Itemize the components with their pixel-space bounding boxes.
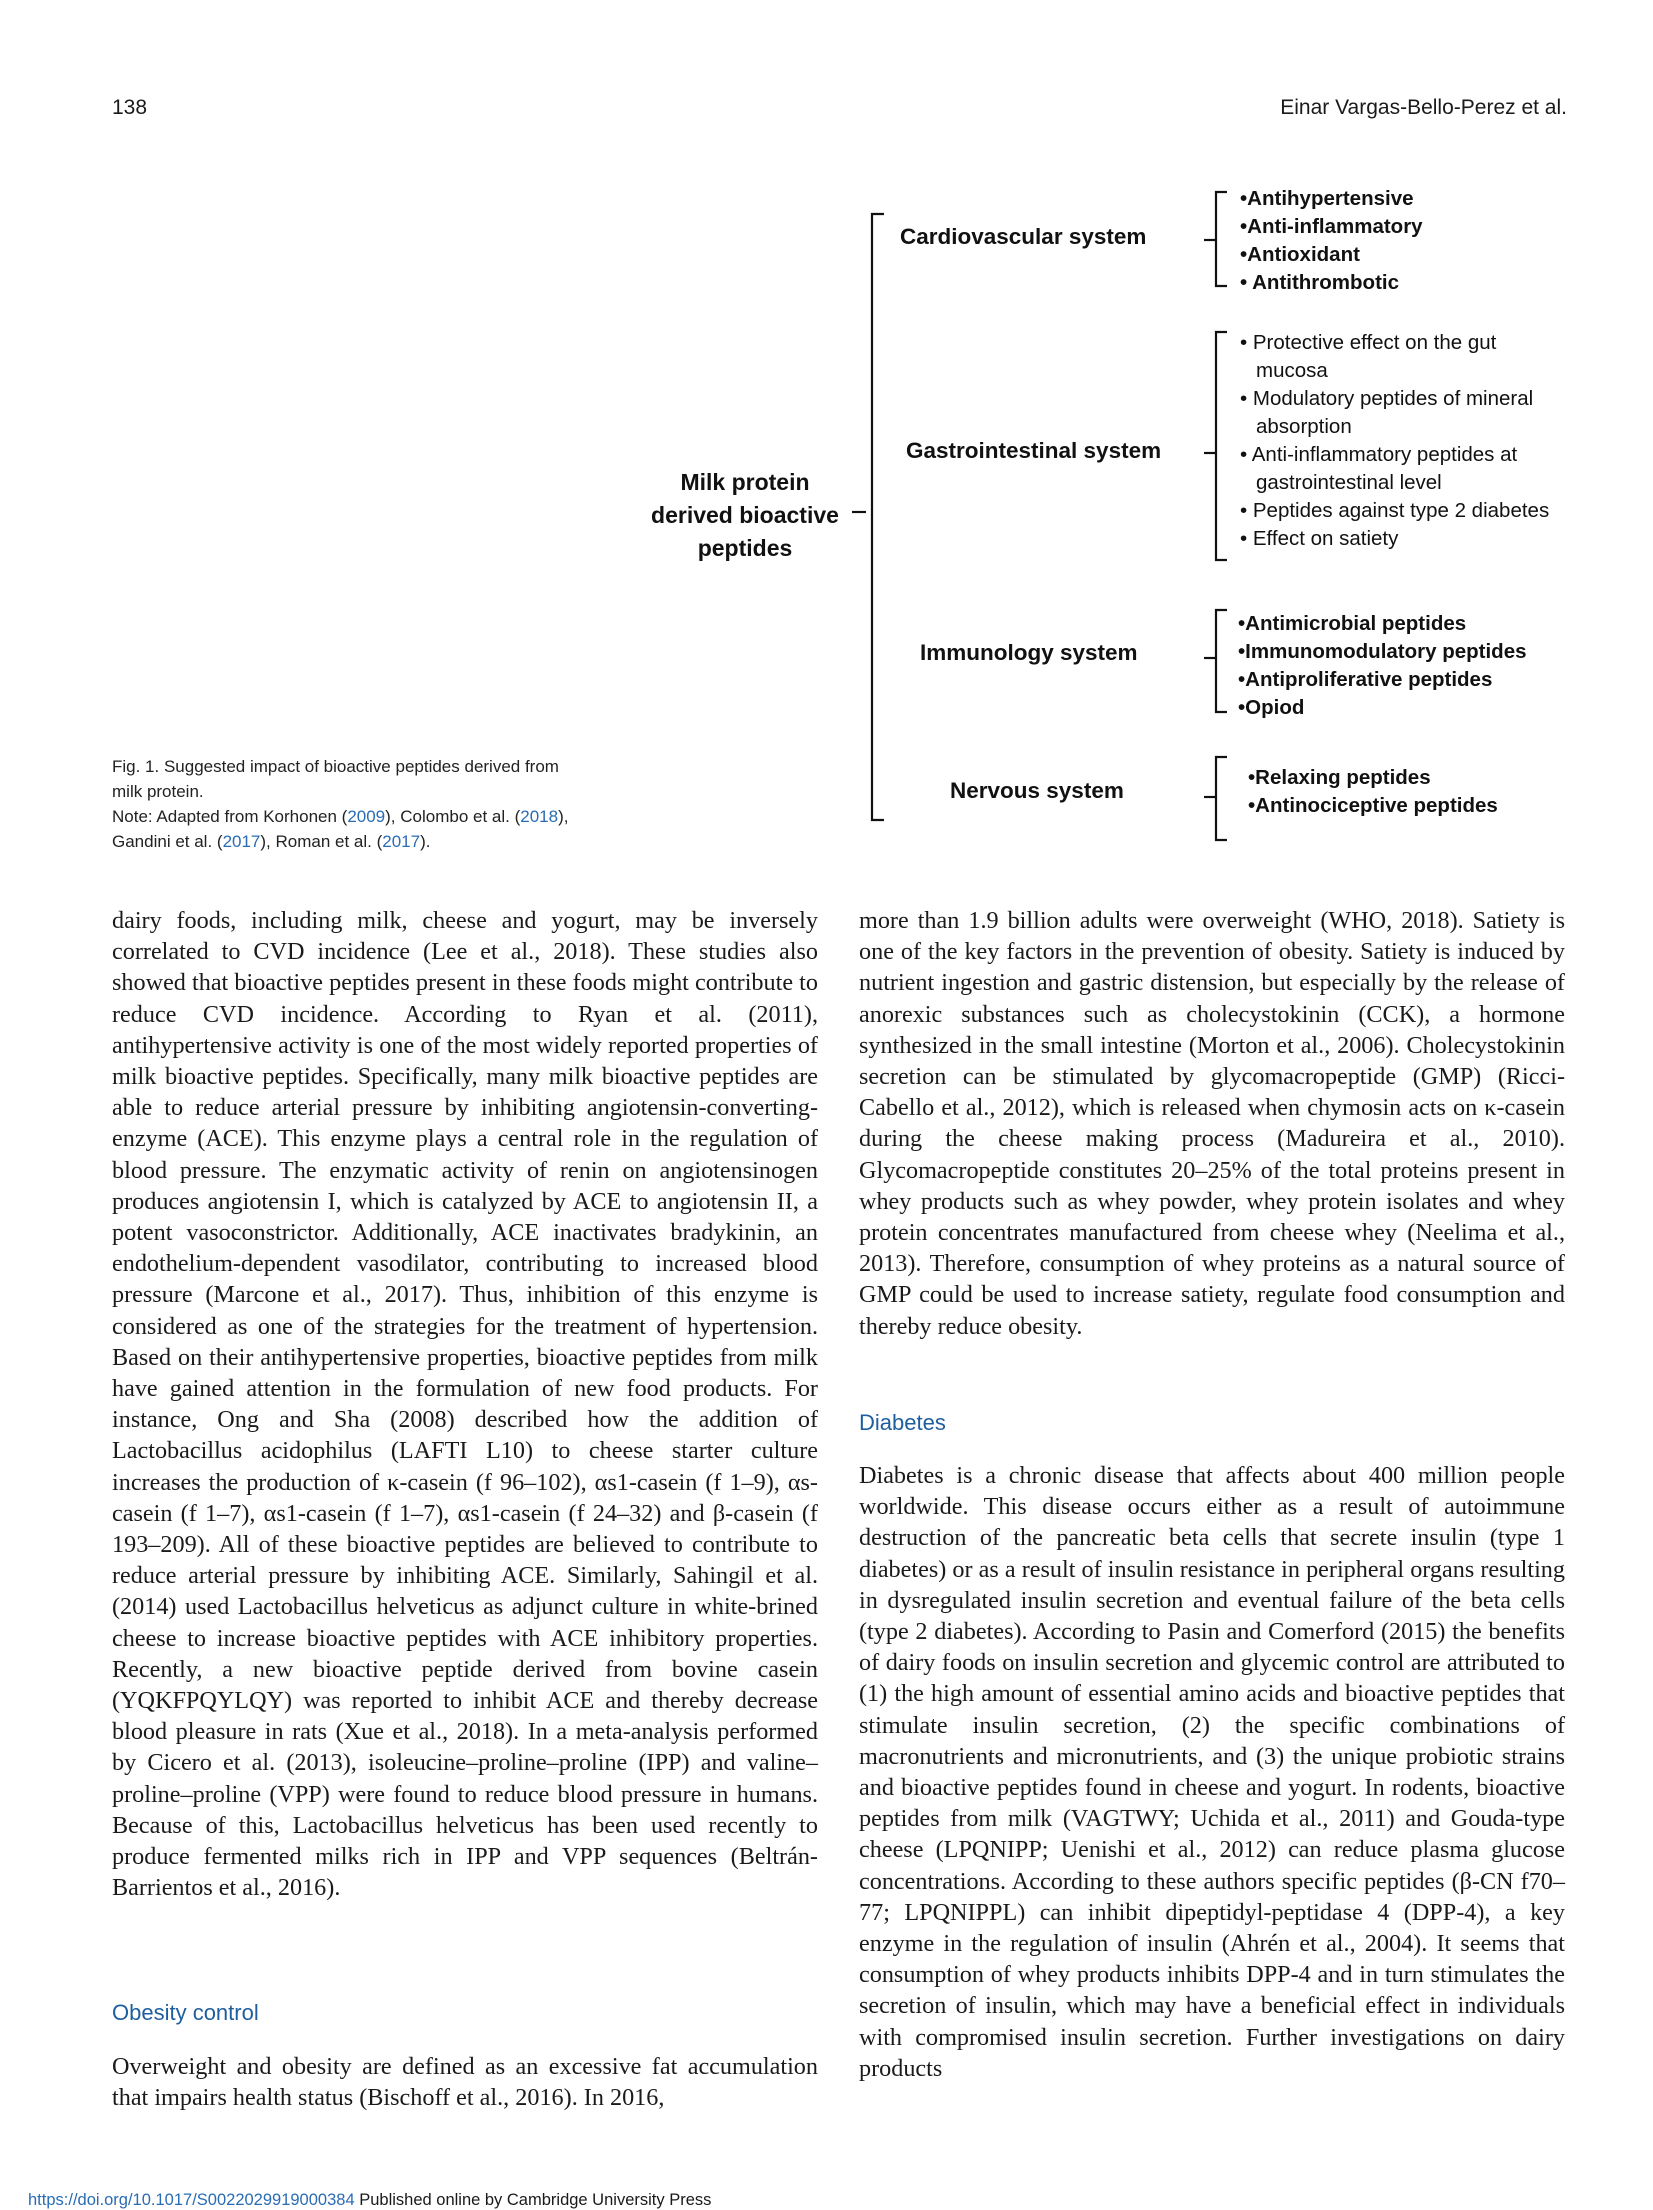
body-paragraph: [112, 2051, 818, 2113]
section-heading-diabetes: Diabetes: [859, 1410, 946, 1435]
effect-item: • Antithrombotic: [1240, 271, 1400, 294]
footer: [28, 2191, 711, 2210]
figure-caption: [112, 754, 632, 854]
ref-link[interactable]: 2018: [520, 807, 559, 826]
bracket-immunology: [1216, 610, 1227, 712]
effect-item: absorption: [1256, 415, 1352, 438]
right-column: [859, 905, 1565, 1342]
root-label: [620, 466, 870, 565]
caption-note: Gandini et al. (2017), Roman et al. (2017).: [112, 832, 431, 851]
doi-link[interactable]: https://doi.org/10.1017/S0022029919000384: [28, 2191, 355, 2209]
system-immunology: Immunology system: [920, 640, 1138, 665]
body-paragraph: dairy foods, including milk, cheese and yogurt, may be inversely correlated to CVD incidence (Lee et al., 2018). These studies also showed that bioactive peptides present in these foods might contribute to reduce CVD incidence. According to Ryan et al. (2011), antihypertensive activity is one of the most widely reported properties of milk bioactive peptides. Specifically, many milk bioactive peptides are able to reduce arterial pressure by inhibiting angiotensin-converting-enzyme (ACE). This enzyme plays a central role in the regulation of blood pressure. The enzymatic activity of renin on angiotensinogen produces angiotensin I, which is catalyzed by ACE to angiotensin II, a potent vasoconstrictor. Additionally, ACE inactivates bradykinin, an endothelium-dependent vasodilator, contributing to increased blood pressure (Marcone et al., 2017). Thus, inhibition of this enzyme is considered as one of the strategies for the treatment of hypertension. Based on their antihypertensive properties, bioactive peptides from milk have gained attention in the formulation of new food products. For instance, Ong and Sha (2008) described how the addition of Lactobacillus acidophilus (LAFTI L10) to cheese starter culture increases the production of κ-casein (f 96–102), αs1-casein (f 1–9), αs-casein (f 1–7), αs1-casein (f 1–7), αs1-casein (f 24–32) and β-casein (f 193–209). All of these bioactive peptides are believed to contribute to reduce arterial pressure by inhibiting ACE. Similarly, Sahingil et al. (2014) used Lactobacillus helveticus as adjunct culture in white-brined cheese to increase bioactive peptides with ACE inhibitory properties. Recently, a new bioactive peptide derived from bovine casein (YQKFPQYLQY) was reported to inhibit ACE and thereby decrease blood pleasure in rats (Xue et al., 2018). In a meta-analysis performed by Cicero et al. (2013), isoleucine–proline–proline (IPP) and valine–proline–proline (VPP) were found to reduce blood pressure in humans. Because of this, Lactobacillus helveticus has been used recently to produce fermented milks rich in IPP and VPP sequences (Beltrán-Barrientos et al., 2016).: [112, 907, 818, 1902]
bracket-cardiovascular: [1216, 192, 1227, 286]
ref-link[interactable]: 2009: [347, 807, 386, 826]
root-line-2: derived bioactive: [651, 502, 839, 528]
figure-1: [0, 0, 1653, 860]
ref-link[interactable]: 2017: [382, 832, 421, 851]
figure-connector-lines: [0, 0, 1653, 860]
running-author: Einar Vargas-Bello-Perez et al.: [1280, 96, 1567, 119]
effect-item: •Relaxing peptides: [1248, 766, 1431, 789]
effect-item: •Antioxidant: [1240, 243, 1360, 266]
root-line-3: peptides: [697, 535, 793, 561]
system-cardiovascular: Cardiovascular system: [900, 224, 1147, 249]
effect-item: • Effect on satiety: [1240, 527, 1399, 550]
bracket-gastrointestinal: [1216, 332, 1227, 560]
main-bracket: [872, 214, 884, 820]
root-line-1: Milk protein: [680, 469, 810, 495]
system-gastrointestinal: Gastrointestinal system: [906, 438, 1162, 463]
section-heading-obesity: Obesity control: [112, 2000, 259, 2025]
diabetes-text: Diabetes is a chronic disease that affects about 400 million people worldwide. This disease occurs either as a result of autoimmune destruction of the pancreatic beta cells that secrete insulin (type 1 diabetes) or as a result of insulin resistance in peripheral organs resulting in dysregulated insulin secretion and eventual failure of the beta cells (type 2 diabetes). According to Pasin and Comerford (2015) the benefits of dairy foods on insulin secretion and glycemic control are attributed to (1) the high amount of essential amino acids and bioactive peptides that stimulate insulin secretion, (2) the specific combinations of macronutrients and micronutrients, and (3) the unique probiotic strains and bioactive peptides found in cheese and yogurt. In rodents, bioactive peptides from milk (VAGTWY; Uchida et al., 2011) and Gouda-type cheese (LPQNIPP; Uenishi et al., 2012) can reduce plasma glucose concentrations. According to these authors specific peptides (β-CN f70–77; LPQNIPPL) can inhibit dipeptidyl-peptidase 4 (DPP-4), a key enzyme in the regulation of insulin (Ahrén et al., 2004). It seems that consumption of whey products inhibits DPP-4 and in turn stimulates the secretion of insulin, which may have a beneficial effect in individuals with compromised insulin secretion. Further investigations on dairy products: [859, 1462, 1565, 2082]
caption-note: Note: Adapted from Korhonen (2009), Colombo et al. (2018),: [112, 807, 569, 826]
effect-item: •Antihypertensive: [1240, 187, 1414, 210]
body-paragraph: more than 1.9 billion adults were overweight (WHO, 2018). Satiety is one of the key factors in the prevention of obesity. Satiety is induced by nutrient ingestion and gastric distension, but especially by the release of anorexic substances such as cholecystokinin (CCK), a hormone synthesized in the small intestine (Morton et al., 2006). Cholecystokinin secretion can be stimulated by glycomacropeptide (GMP) (Ricci-Cabello et al., 2012), which is released when chymosin acts on κ-casein during the cheese making process (Madureira et al., 2010). Glycomacropeptide constitutes 20–25% of the total proteins present in whey products such as whey powder, whey protein isolates and whey protein concentrates manufactured from cheese whey (Neelima et al., 2013). Therefore, consumption of whey proteins as a natural source of GMP could be used to increase satiety, regulate food consumption and thereby reduce obesity.: [859, 907, 1565, 1340]
effect-item: •Antinociceptive peptides: [1248, 794, 1498, 817]
effect-item: mucosa: [1256, 359, 1328, 382]
effect-item: •Anti-inflammatory: [1240, 215, 1423, 238]
effect-item: •Antiproliferative peptides: [1238, 668, 1493, 691]
publisher-note: Published online by Cambridge University Press: [354, 2191, 712, 2209]
body-paragraph: [859, 1460, 1565, 2084]
effect-item: • Anti-inflammatory peptides at: [1240, 443, 1518, 466]
effect-item: • Modulatory peptides of mineral: [1240, 387, 1534, 410]
ref-link[interactable]: 2017: [222, 832, 261, 851]
effect-item: •Antimicrobial peptides: [1238, 612, 1467, 635]
page-number: 138: [112, 96, 148, 119]
effect-item: •Immunomodulatory peptides: [1238, 640, 1527, 663]
caption-line: Fig. 1. Suggested impact of bioactive peptides derived from: [112, 757, 559, 776]
effect-item: •Opiod: [1238, 696, 1305, 719]
effect-item: • Peptides against type 2 diabetes: [1240, 499, 1550, 522]
effect-item: gastrointestinal level: [1256, 471, 1442, 494]
effect-item: • Protective effect on the gut: [1240, 331, 1497, 354]
caption-line: milk protein.: [112, 782, 204, 801]
system-nervous: Nervous system: [950, 778, 1124, 803]
left-column: [112, 905, 818, 1904]
obesity-text: Overweight and obesity are defined as an excessive fat accumulation that impairs health status (Bischoff et al., 2016). In 2016,: [112, 2053, 818, 2112]
bracket-nervous: [1216, 757, 1227, 840]
